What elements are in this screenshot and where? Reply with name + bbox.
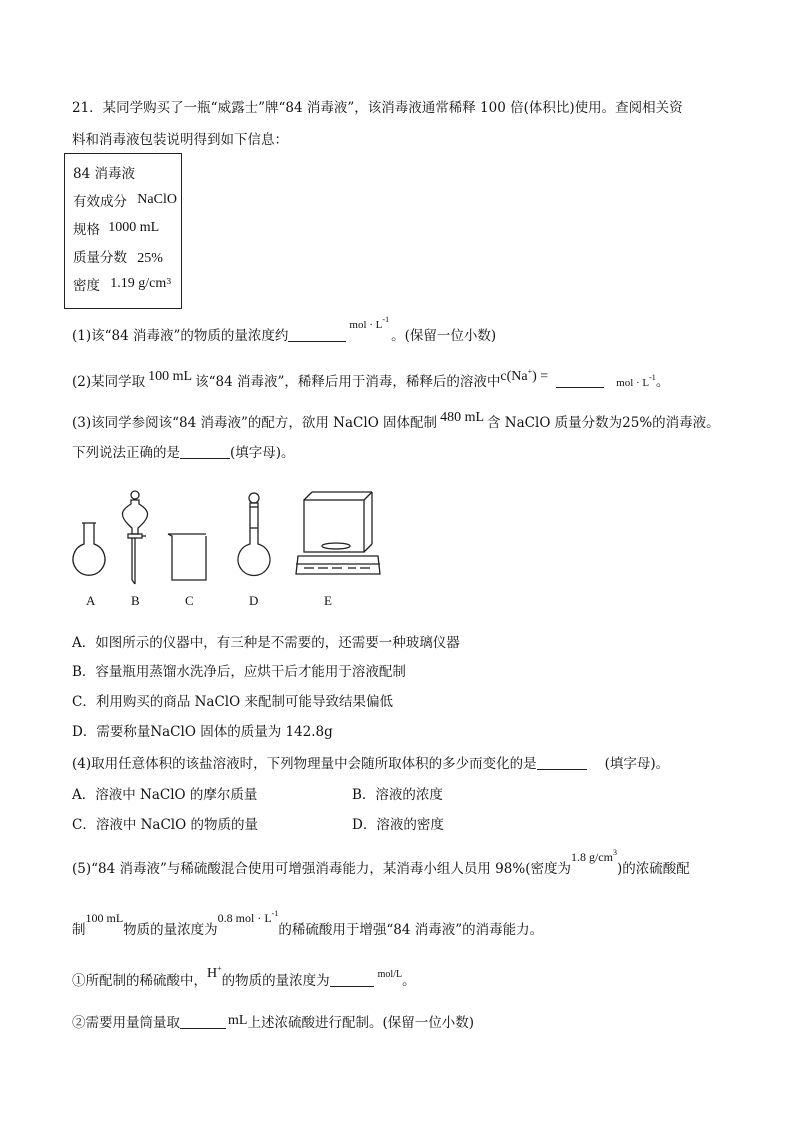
part1-answer-blank[interactable] bbox=[288, 327, 346, 342]
part3-text-b: 含 NaClO 质量分数为25%的消毒液。 bbox=[487, 415, 720, 431]
part1-unit-exp: -1 bbox=[382, 315, 390, 324]
part3-line1 bbox=[72, 410, 720, 433]
info-ingredient-label: 有效成分 bbox=[73, 194, 127, 210]
part2-conc-expr: c(Na+) = bbox=[500, 367, 549, 384]
part4-answer-blank[interactable] bbox=[537, 755, 587, 770]
part2-unit: mol · $L^{-1}$ bbox=[616, 373, 656, 389]
part3-option-b: B．容量瓶用蒸馏水洗净后，应烘干后才能用于溶液配制 bbox=[72, 664, 406, 680]
part5-conc: 0.8 mol · $L^{-1}$ bbox=[217, 909, 279, 925]
question-intro-line2: 料和消毒液包装说明得到如下信息： bbox=[72, 132, 288, 148]
part5-sub1-blank[interactable] bbox=[330, 972, 374, 987]
part3-option-c: C．利用购买的商品 NaClO 来配制可能导致结果偏低 bbox=[72, 694, 393, 710]
part5-sub1 bbox=[72, 964, 416, 992]
question-intro-line1: 21．某同学购买了一瓶“威露士”牌“84 消毒液”，该消毒液通常稀释 100 倍(体积比)使用。查阅相关资 bbox=[72, 100, 683, 116]
part5-line2-b: 物质的量浓度为 bbox=[123, 922, 218, 938]
part5-sub1-b: 的物质的量浓度为 bbox=[221, 973, 330, 989]
part4-option-c: C．溶液中 NaClO 的物质的量 bbox=[72, 817, 258, 833]
part1-text-a: (1)该“84 消毒液”的物质的量浓度约 bbox=[72, 328, 289, 344]
part5-sub2-blank[interactable] bbox=[180, 1014, 226, 1029]
part2-text-b: 该“84 消毒液”，稀释后用于消毒，稀释后的溶液中 bbox=[195, 374, 501, 390]
electronic-balance-icon bbox=[296, 492, 380, 574]
part2-text-c: 。 bbox=[655, 374, 670, 390]
part5-text-b: )的浓硫酸配 bbox=[616, 861, 690, 877]
part4-option-d: D．溶液的密度 bbox=[352, 817, 444, 833]
part4-text-b: (填字母)。 bbox=[604, 756, 670, 772]
part2-volume: 100 mL bbox=[148, 369, 193, 384]
part5-ion: H+ bbox=[207, 964, 222, 981]
apparatus-figure bbox=[60, 488, 390, 588]
info-density-label: 密度 bbox=[73, 278, 100, 294]
apparatus-label-d: D bbox=[249, 593, 259, 608]
part5-line2-c: 的稀硫酸用于增强“84 消毒液”的消毒能力。 bbox=[278, 922, 544, 938]
apparatus-label-c: C bbox=[185, 593, 194, 608]
info-mass-fraction-value: 25% bbox=[137, 251, 163, 266]
part5-sub2-unit: mL bbox=[228, 1013, 248, 1028]
product-info-box bbox=[64, 153, 182, 309]
part2-answer-blank[interactable] bbox=[556, 373, 604, 388]
part5-sub2-a: ②需要用量筒量取 bbox=[72, 1015, 180, 1031]
info-mass-fraction bbox=[73, 246, 163, 267]
part3-text-a: (3)该同学参阅该“84 消毒液”的配方，欲用 NaClO 固体配制 bbox=[72, 415, 438, 431]
info-density-exp: 3 bbox=[166, 277, 172, 286]
part3-answer-blank[interactable] bbox=[180, 444, 230, 459]
info-spec bbox=[73, 218, 159, 239]
info-density bbox=[73, 274, 171, 295]
part3-line2 bbox=[72, 444, 295, 462]
part5-line2-a: 制 bbox=[72, 922, 86, 938]
info-ingredient bbox=[73, 190, 177, 211]
info-density-value: 1.19 g/cm bbox=[110, 276, 167, 291]
part5-sub2-b: 上述浓硫酸进行配制。(保留一位小数) bbox=[247, 1015, 474, 1031]
part5-volume: 100 mL bbox=[85, 911, 124, 925]
part4-text-a: (4)取用任意体积的该盐溶液时，下列物理量中会随所取体积的多少而变化的是 bbox=[72, 756, 537, 772]
part3-option-a: A．如图所示的仪器中，有三种是不需要的，还需要一种玻璃仪器 bbox=[72, 635, 460, 651]
part5-sub1-unit: mol/L bbox=[377, 969, 403, 980]
part5-sub1-c: 。 bbox=[402, 973, 416, 989]
info-spec-label: 规格 bbox=[73, 222, 100, 238]
separatory-funnel-icon bbox=[122, 491, 147, 584]
info-spec-value: 1000 mL bbox=[108, 220, 160, 235]
info-ingredient-value: NaClO bbox=[137, 192, 177, 207]
beaker-icon bbox=[168, 534, 206, 580]
round-bottom-flask-icon bbox=[73, 523, 105, 575]
part1-line bbox=[72, 315, 497, 346]
info-title: 84 消毒液 bbox=[73, 166, 135, 182]
part1-unit: mol · L-1 bbox=[349, 315, 390, 331]
part4-option-a: A．溶液中 NaClO 的摩尔质量 bbox=[72, 787, 258, 803]
part4-option-b: B．溶液的浓度 bbox=[352, 787, 443, 803]
part1-text-b: 。(保留一位小数) bbox=[391, 328, 497, 344]
info-mass-fraction-label: 质量分数 bbox=[73, 250, 127, 266]
apparatus-label-a: A bbox=[86, 593, 96, 608]
part3-option-d: D．需要称量NaClO 固体的质量为 142.8g bbox=[72, 724, 333, 740]
part5-line1 bbox=[72, 848, 690, 878]
part5-sub1-a: ①所配制的稀硫酸中， bbox=[72, 973, 207, 989]
part5-line2 bbox=[72, 909, 544, 939]
part3-line2-b: (填字母)。 bbox=[230, 445, 295, 461]
part5-sub2 bbox=[72, 1014, 474, 1033]
volumetric-flask-icon bbox=[238, 493, 270, 575]
part4-line bbox=[72, 755, 669, 773]
part5-text-a: (5)“84 消毒液”与稀硫酸混合使用可增强消毒能力，某消毒小组人员用 98%(密度为 bbox=[72, 861, 571, 877]
apparatus-label-b: B bbox=[131, 593, 140, 608]
part5-density: 1.8 $g/cm^3$ bbox=[570, 848, 617, 864]
apparatus-label-e: E bbox=[324, 593, 332, 608]
part2-line bbox=[72, 369, 669, 392]
part2-text-a: (2)某同学取 bbox=[72, 374, 146, 390]
part3-line2-a: 下列说法正确的是 bbox=[72, 445, 180, 461]
part3-volume: 480 mL bbox=[440, 410, 485, 425]
